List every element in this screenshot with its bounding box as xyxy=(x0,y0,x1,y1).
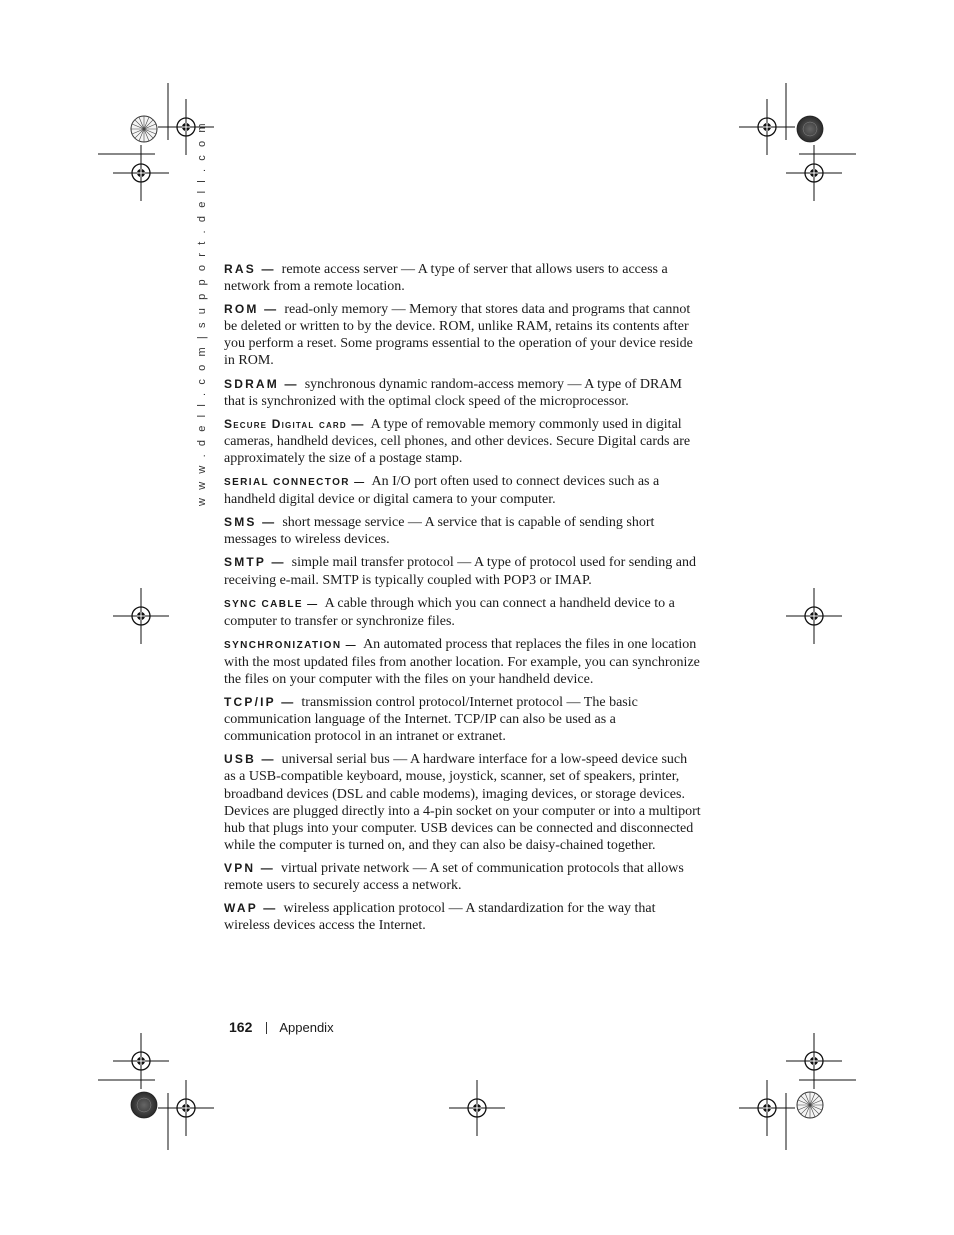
glossary-entry xyxy=(224,416,702,467)
page-footer xyxy=(229,1019,334,1035)
footer-divider xyxy=(266,1022,267,1034)
glossary-entry xyxy=(224,514,702,548)
glossary-definition: simple mail transfer protocol — A type of protocol used for sending and receiving e-mail. SMTP is typically coupled with POP3 or IMAP. xyxy=(224,555,697,588)
glossary-definition: wireless application protocol — A standardization for the way that wireless devices access the Internet. xyxy=(224,901,656,934)
glossary-definition: An I/O port often used to connect devices such as a handheld digital device or digital camera to your computer. xyxy=(224,474,660,508)
glossary-term: Secure Digital card — xyxy=(224,416,365,431)
glossary-definition: synchronous dynamic random-access memory — A type of DRAM that is synchronized with the optimal clock speed of the microprocessor. xyxy=(224,376,682,409)
glossary-definition: virtual private network — A set of communication protocols that allows remote users to securely access a network. xyxy=(224,860,684,893)
glossary-entry xyxy=(224,751,702,854)
glossary-entry xyxy=(224,376,702,410)
glossary-entry xyxy=(224,694,702,745)
glossary-term: SERIAL CONNECTOR — xyxy=(224,477,366,489)
glossary-term: WAP — xyxy=(224,901,278,916)
glossary-definition: An automated process that replaces the files in one location with the most updated files from another location. For example, you can synchronize the files on your computer with the files on your handheld device. xyxy=(224,636,700,687)
glossary-definition: universal serial bus — A hardware interface for a low-speed device such as a USB-compatible keyboard, mouse, joystick, scanner, set of speakers, printer, broadband devices (DSL and cable modems), imaging devices, or storage devices. Devices are plugged directly into a 4-pin socket on your computer or into a multiport hub that plugs into your computer. USB devices can be connected and disconnected while the computer is turned on, and they can also be daisy-chained together. xyxy=(224,752,701,853)
glossary-term: SYNC CABLE — xyxy=(224,598,319,610)
glossary-definition: read-only memory — Memory that stores data and programs that cannot be deleted or written to by the device. ROM, unlike RAM, retains its contents after you perform a reset. Some programs essential to the operation of your device reside in ROM. xyxy=(224,302,693,369)
glossary-definition: remote access server — A type of server that allows users to access a network from a remote location. xyxy=(224,262,668,295)
glossary-definition: A cable through which you can connect a handheld device to a computer to transfer or synchronize files. xyxy=(224,595,675,629)
glossary-term: SMTP — xyxy=(224,555,286,570)
glossary-entry xyxy=(224,261,702,295)
glossary-entry xyxy=(224,554,702,588)
footer-section: Appendix xyxy=(279,1020,334,1035)
glossary-entry xyxy=(224,473,702,508)
glossary-term: ROM — xyxy=(224,302,279,317)
side-url: w w w . d e l l . c o m | s u p p o r t . d e l l . c o m xyxy=(196,120,208,506)
glossary-list xyxy=(224,261,702,940)
glossary-entry xyxy=(224,636,702,688)
glossary-entry xyxy=(224,900,702,934)
glossary-definition: transmission control protocol/Internet protocol — The basic communication language of the Internet. TCP/IP can also be used as a communication protocol in an intranet or extranet. xyxy=(224,695,638,745)
page-number: 162 xyxy=(229,1019,253,1035)
glossary-term: SDRAM — xyxy=(224,376,299,391)
glossary-term: SMS — xyxy=(224,515,277,530)
glossary-entry xyxy=(224,860,702,894)
glossary-entry xyxy=(224,595,702,630)
glossary-term: SYNCHRONIZATION — xyxy=(224,639,358,651)
glossary-term: VPN — xyxy=(224,860,276,875)
glossary-term: RAS — xyxy=(224,262,276,276)
glossary-term: USB — xyxy=(224,752,276,767)
glossary-definition: A type of removable memory commonly used in digital cameras, handheld devices, cell phones, and other devices. Secure Digital cards are approximately the size of a postage stamp. xyxy=(224,416,691,466)
glossary-entry xyxy=(224,301,702,369)
glossary-definition: short message service — A service that is capable of sending short messages to wireless devices. xyxy=(224,515,655,548)
glossary-term: TCP/IP — xyxy=(224,695,296,710)
